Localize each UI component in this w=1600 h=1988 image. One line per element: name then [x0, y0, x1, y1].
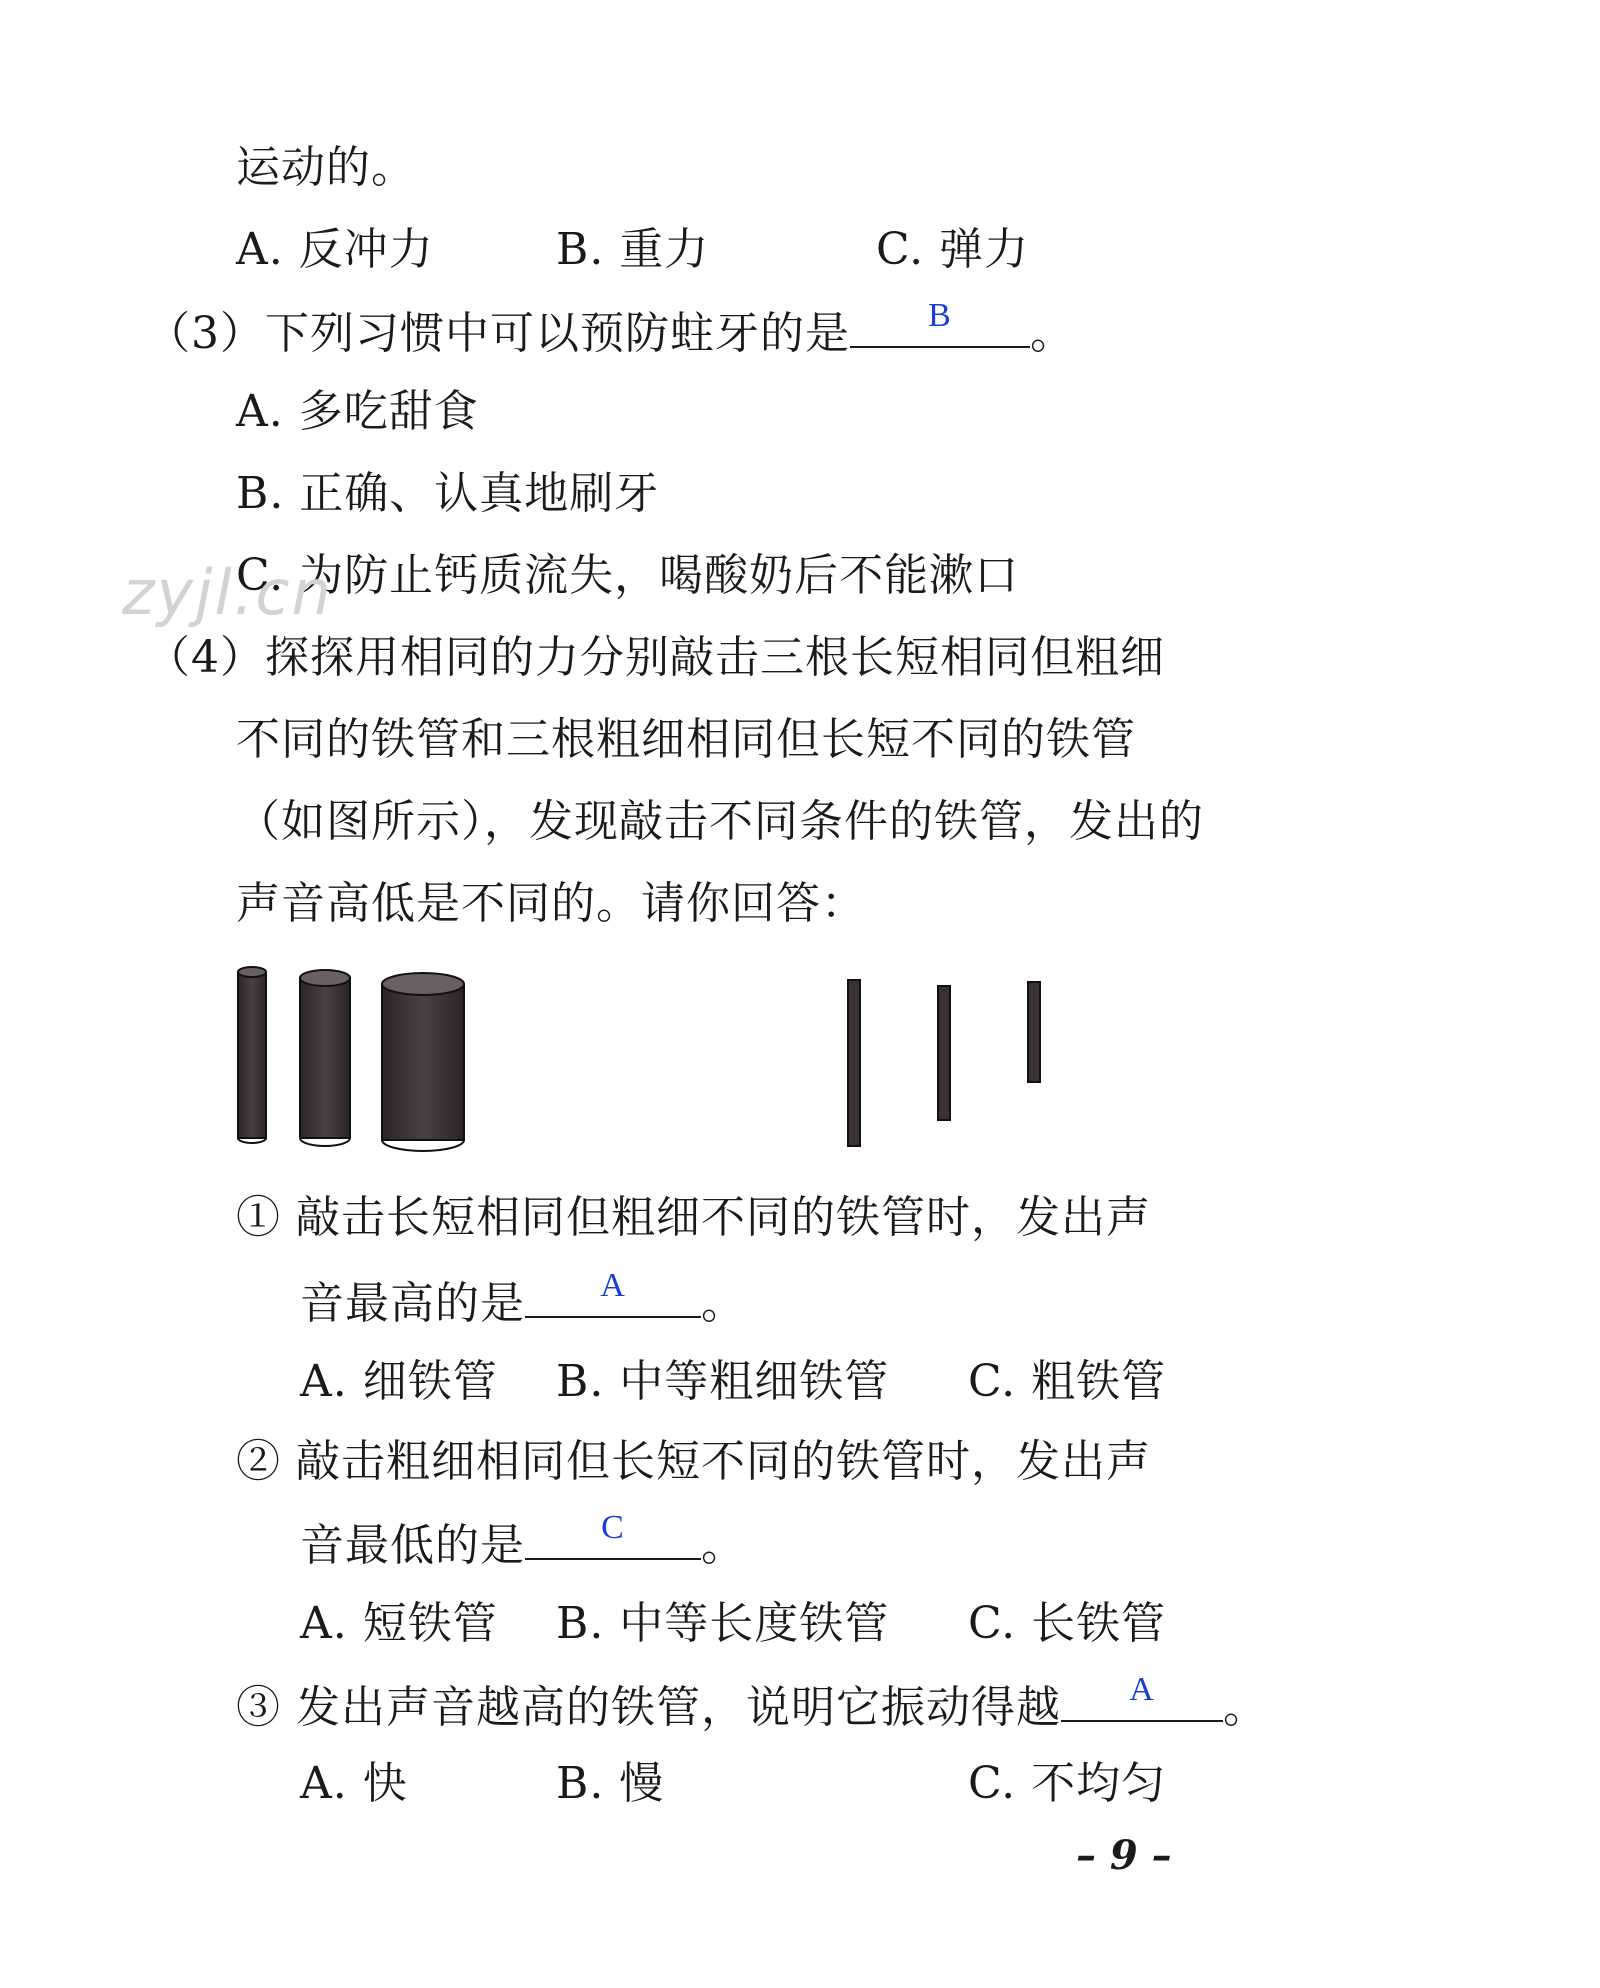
q4-sub2-mark: ② [236, 1436, 281, 1487]
q4-sub2-option-c: C. 长铁管 [968, 1598, 1167, 1649]
q4-sub2-option-b: B. 中等长度铁管 [556, 1598, 890, 1649]
q4-stem-1: 探探用相同的力分别敲击三根长短相同但粗细 [265, 632, 1165, 683]
q4-sub3-answer: A [1129, 1671, 1155, 1708]
page-number: – 9 – [1076, 1832, 1172, 1879]
q3-answer: B [928, 297, 952, 334]
q2-option-c: C. 弹力 [876, 224, 1030, 275]
q4-sub2-line-2 [300, 1509, 746, 1574]
q4-sub1-option-a: A. 细铁管 [300, 1356, 498, 1407]
q4-sub3-mark: ③ [236, 1682, 281, 1733]
q4-sub3-option-a: A. 快 [300, 1758, 408, 1809]
q4-number: （4） [146, 632, 265, 683]
q3-stem: 下列习惯中可以预防蛀牙的是 [265, 308, 850, 359]
q4-sub1-mark: ① [236, 1192, 281, 1243]
q4-sub1-option-b: B. 中等粗细铁管 [556, 1356, 890, 1407]
q3-option-a: A. 多吃甜食 [236, 386, 479, 437]
q4-sub2-stem: 敲击粗细相同但长短不同的铁管时，发出声 [296, 1436, 1151, 1487]
q4-sub1-stem: 敲击长短相同但粗细不同的铁管时，发出声 [296, 1192, 1151, 1243]
q3-end: 。 [1030, 308, 1075, 359]
iron-pipes-figure [220, 960, 1080, 1160]
q3-number: （3） [146, 308, 265, 359]
watermark: zyjl.cn [122, 556, 333, 629]
q4-line-1 [146, 630, 1165, 686]
q4-sub2-answer-blank [525, 1509, 701, 1560]
q4-line-2: 不同的铁管和三根粗细相同但长短不同的铁管 [236, 714, 1136, 765]
thin-pipe [238, 967, 266, 1143]
q4-sub1-stem-2: 音最高的是 [300, 1278, 525, 1329]
q2-option-a: A. 反冲力 [236, 224, 434, 275]
q4-sub1-end: 。 [701, 1278, 746, 1329]
q4-sub1-line-1 [236, 1190, 1151, 1246]
short-pipe [1028, 982, 1040, 1082]
q4-sub3-line-1 [236, 1671, 1268, 1736]
long-pipe [848, 980, 860, 1146]
thick-pipe [382, 973, 464, 1151]
q4-sub1-option-c: C. 粗铁管 [968, 1356, 1167, 1407]
q4-sub2-stem-2: 音最低的是 [300, 1520, 525, 1571]
q4-sub2-option-a: A. 短铁管 [300, 1598, 498, 1649]
q4-sub3-option-b: B. 慢 [556, 1758, 665, 1809]
q4-sub3-option-c: C. 不均匀 [968, 1758, 1167, 1809]
q2-stem-tail: 运动的。 [236, 142, 416, 193]
q3-option-c: C. 为防止钙质流失，喝酸奶后不能漱口 [236, 550, 1020, 601]
q3-answer-blank [850, 297, 1030, 348]
q4-sub3-stem: 发出声音越高的铁管，说明它振动得越 [296, 1682, 1061, 1733]
q4-sub2-answer: C [601, 1509, 625, 1546]
q4-line-3: （如图所示），发现敲击不同条件的铁管，发出的 [236, 796, 1204, 847]
q4-sub3-end: 。 [1223, 1682, 1268, 1733]
q4-sub1-answer-blank [525, 1267, 701, 1318]
q4-sub1-answer: A [600, 1267, 626, 1304]
q4-sub1-line-2 [300, 1267, 746, 1332]
q3-option-b: B. 正确、认真地刷牙 [236, 468, 660, 519]
medium-length-pipe [938, 986, 950, 1120]
q3-question [146, 297, 1075, 362]
q4-sub2-end: 。 [701, 1520, 746, 1571]
q4-sub3-answer-blank [1061, 1671, 1223, 1722]
q4-line-4: 声音高低是不同的。请你回答： [236, 878, 866, 929]
q4-sub2-line-1 [236, 1434, 1151, 1490]
q2-option-b: B. 重力 [556, 224, 710, 275]
medium-thick-pipe [300, 970, 350, 1146]
